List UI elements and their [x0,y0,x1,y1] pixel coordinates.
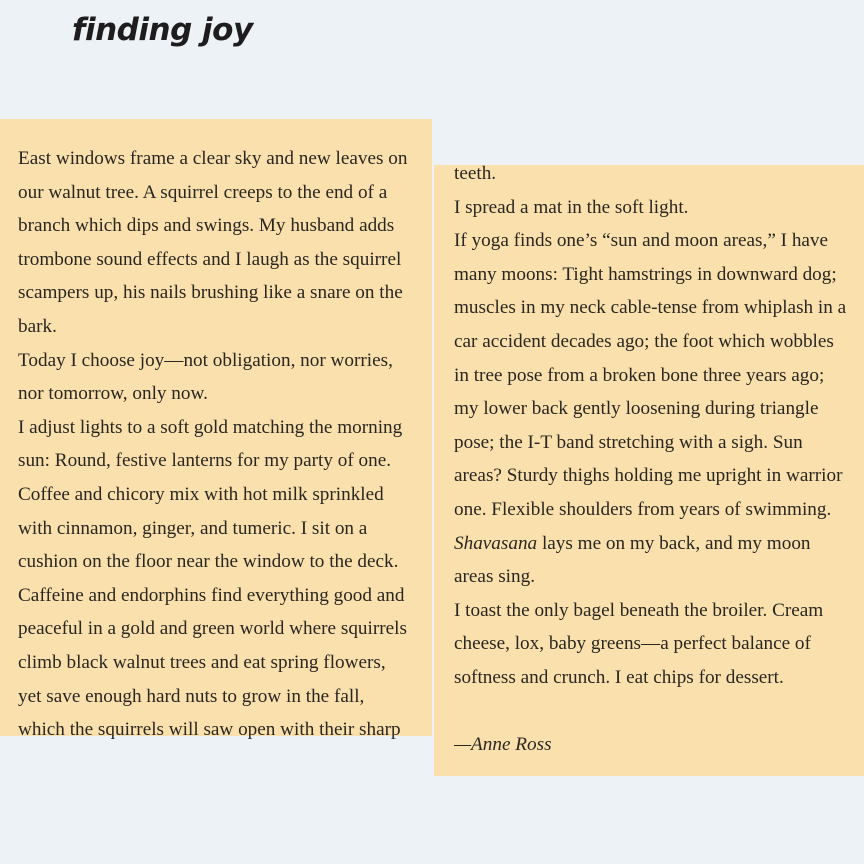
poem-line: trombone sound effects and I laugh as the squirrel [18,248,402,270]
shavasana-term: Shavasana [454,532,538,554]
poem-line: branch which dips and swings. My husband adds [18,215,395,237]
poem-line: Caffeine and endorphins find everything good and [18,584,405,606]
poem-line: many moons: Tight hamstrings in downward dog; [454,263,837,285]
poem-line: softness and crunch. I eat chips for dessert. [454,666,784,688]
poem-line: yet save enough hard nuts to grow in the fall, [18,685,365,707]
poem-line-shavasana [454,527,860,561]
author-signature: —Anne Ross [454,734,552,756]
poem-column-left [0,119,432,741]
poem-line: I toast the only bagel beneath the broiler. Cream [454,599,824,621]
shavasana-rest: lays me on my back, and my moon [537,532,811,554]
poem-line: Today I choose joy—not obligation, nor worries, [18,349,393,371]
poem-line: my lower back gently loosening during triangle [454,398,819,420]
poem-line: scampers up, his nails brushing like a snare on the [18,282,403,304]
poem-line: Coffee and chicory mix with hot milk sprinkled [18,483,384,505]
page-title: finding joy [72,12,253,48]
poem-line: pose; the I-T band stretching with a sigh. Sun [454,431,803,453]
poem-line: car accident decades ago; the foot which wobbles [454,330,834,352]
poem-line: sun: Round, festive lanterns for my party of one. [18,450,392,472]
poem-line: one. Flexible shoulders from years of swimming. [454,498,832,520]
poem-line: I spread a mat in the soft light. [454,196,689,218]
poem-line: cushion on the floor near the window to the deck. [18,551,399,573]
poem-line: cheese, lox, baby greens—a perfect balance of [454,633,811,655]
poem-line: in tree pose from a broken bone three years ago; [454,364,825,386]
poem-line: nor tomorrow, only now. [18,383,208,405]
poem-line: which the squirrels will saw open with their sharp [18,719,401,741]
poem-line: muscles in my neck cable-tense from whiplash in a [454,297,847,319]
poem-column-right [434,165,864,776]
poem-line: our walnut tree. A squirrel creeps to the end of a [18,181,388,203]
poem-line: peaceful in a gold and green world where squirrels [18,618,407,640]
poem-line: If yoga finds one’s “sun and moon areas,” I have [454,230,829,252]
poem-line: areas sing. [454,566,535,588]
stanza-gap [454,695,860,729]
poem-line: East windows frame a clear sky and new leaves on [18,148,408,169]
poem-line: teeth. [454,163,497,184]
poem-line: with cinnamon, ginger, and tumeric. I sit on a [18,517,368,539]
poem-line: bark. [18,315,57,337]
poem-line: areas? Sturdy thighs holding me upright in warrior [454,465,843,487]
poem-line: I adjust lights to a soft gold matching the morning [18,416,403,438]
poem-line: climb black walnut trees and eat spring flowers, [18,651,386,673]
